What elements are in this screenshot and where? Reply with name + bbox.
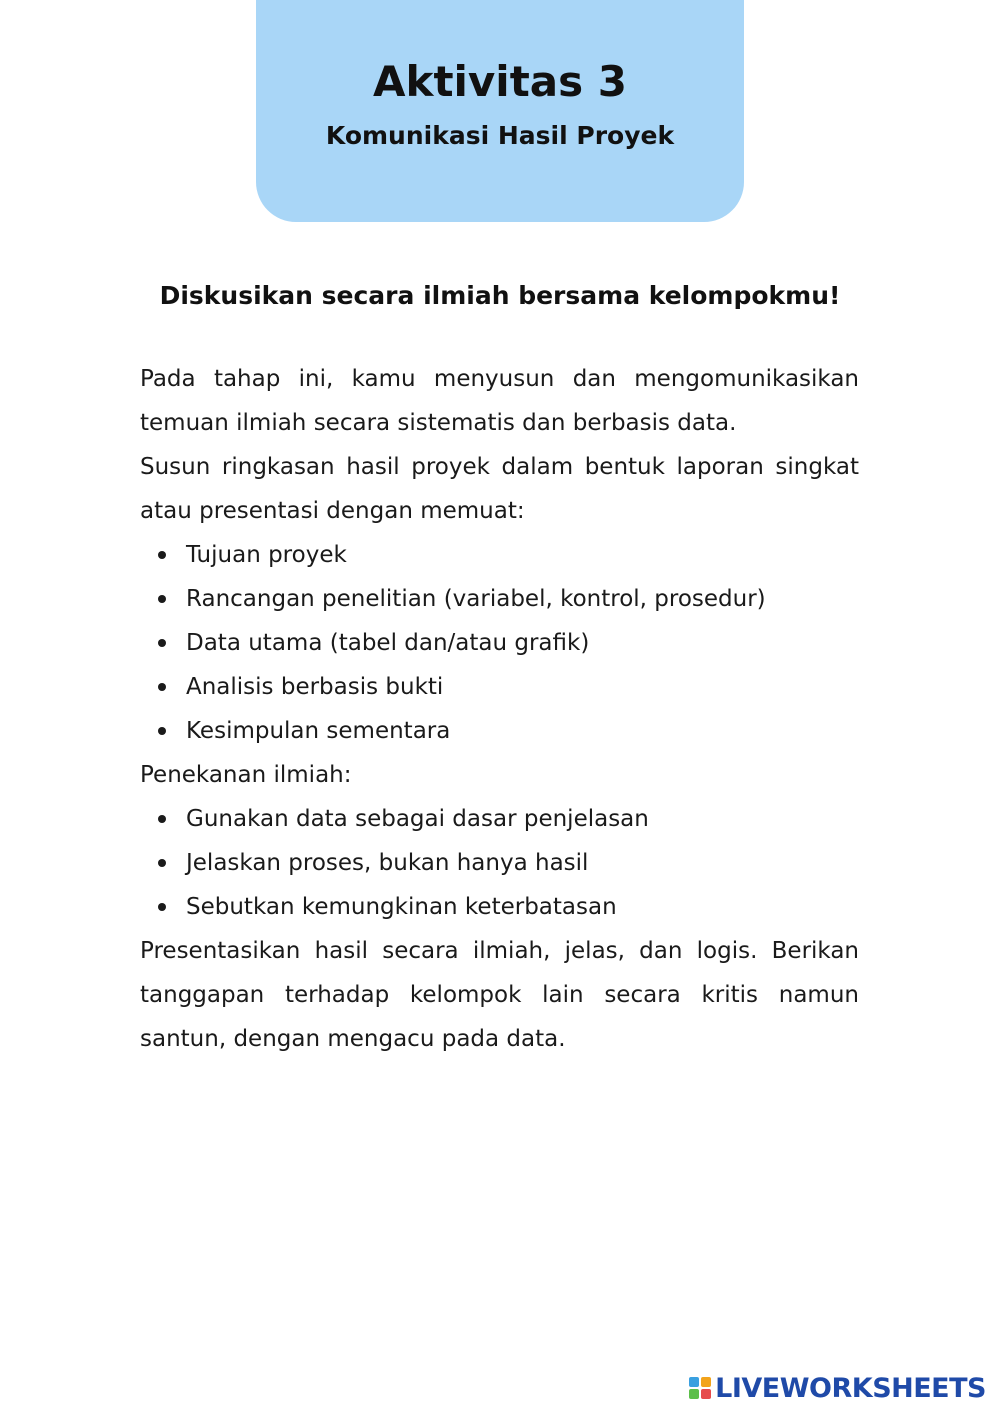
bullet-icon	[158, 859, 166, 867]
bullet-icon	[158, 903, 166, 911]
logo-tile	[701, 1377, 711, 1387]
instruction-heading: Diskusikan secara ilmiah bersama kelompokmu!	[159, 281, 841, 310]
list-item-text: Jelaskan proses, bukan hanya hasil	[186, 850, 589, 876]
list-item	[186, 797, 859, 841]
list-item	[186, 577, 859, 621]
bullet-icon	[158, 683, 166, 691]
list-item	[186, 665, 859, 709]
list-item-text: Analisis berbasis bukti	[186, 674, 444, 700]
list-item-text: Tujuan proyek	[186, 542, 347, 568]
logo-tile	[701, 1389, 711, 1399]
bullet-icon	[158, 727, 166, 735]
list-item	[186, 621, 859, 665]
list-item-text: Kesimpulan sementara	[186, 718, 451, 744]
list-item-text: Data utama (tabel dan/atau grafik)	[186, 630, 590, 656]
emphasis-list	[140, 797, 859, 929]
closing-paragraph: Presentasikan hasil secara ilmiah, jelas, dan logis. Berikan tanggapan terhadap kelompok lain secara kritis namun santun, dengan mengacu pada data.	[140, 938, 859, 1052]
content-list	[140, 533, 859, 753]
list-item	[186, 533, 859, 577]
list-item-text: Gunakan data sebagai dasar penjelasan	[186, 806, 649, 832]
page-subtitle: Komunikasi Hasil Proyek	[325, 121, 675, 150]
list-item-text: Rancangan penelitian (variabel, kontrol, prosedur)	[186, 586, 766, 612]
logo-tile	[689, 1377, 699, 1387]
emphasis-label: Penekanan ilmiah:	[140, 762, 352, 788]
bullet-icon	[158, 551, 166, 559]
liveworksheets-logo	[689, 1372, 986, 1404]
bullet-icon	[158, 595, 166, 603]
bullet-icon	[158, 639, 166, 647]
logo-text: LIVEWORKSHEETS	[715, 1372, 986, 1404]
bullet-icon	[158, 815, 166, 823]
intro-paragraph: Pada tahap ini, kamu menyusun dan mengomunikasikan temuan ilmiah secara sistematis dan berbasis data.	[140, 366, 859, 436]
list-item	[186, 709, 859, 753]
page-title: Aktivitas 3	[373, 57, 627, 106]
activity-content	[140, 357, 859, 1061]
list-item-text: Sebutkan kemungkinan keterbatasan	[186, 894, 617, 920]
logo-tile	[689, 1389, 699, 1399]
list-item	[186, 885, 859, 929]
list-item	[186, 841, 859, 885]
summary-paragraph: Susun ringkasan hasil proyek dalam bentuk laporan singkat atau presentasi dengan memuat:	[140, 454, 859, 524]
header-banner	[256, 0, 744, 222]
liveworksheets-logo-icon	[689, 1377, 711, 1399]
